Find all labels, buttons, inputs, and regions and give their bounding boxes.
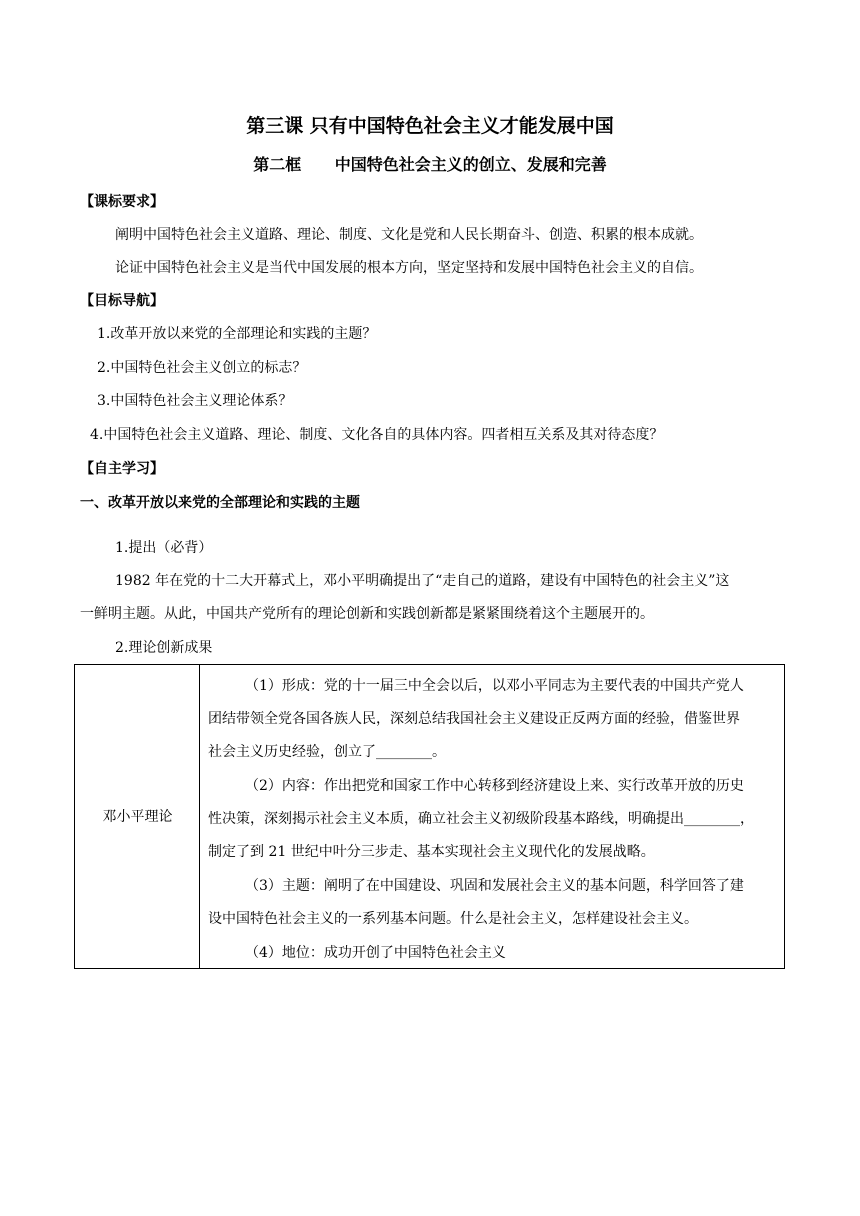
kebiao-line-2: 论证中国特色社会主义是当代中国发展的根本方向，坚定坚持和发展中国特色社会主义的自信。 xyxy=(115,260,703,276)
kebiao-heading: 【课标要求】 xyxy=(80,194,164,210)
kebiao-line-1: 阐明中国特色社会主义道路、理论、制度、文化是党和人民长期奋斗、创造、积累的根本成就。 xyxy=(115,227,703,243)
zizhu-heading: 【自主学习】 xyxy=(80,461,164,477)
table-line-3: 社会主义历史经验，创立了________。 xyxy=(208,744,446,760)
table-line-4: （2）内容：作出把党和国家工作中心转移到经济建设上来、实行改革开放的历史 xyxy=(245,778,744,794)
mubiao-item-2: 2.中国特色社会主义创立的标志？ xyxy=(97,360,307,376)
lesson-title: 第三课 只有中国特色社会主义才能发展中国 xyxy=(246,115,614,137)
table-line-2: 团结带领全党各国各族人民，深刻总结我国社会主义建设正反两方面的经验，借鉴世界 xyxy=(208,711,740,727)
table-line-6: 制定了到 21 世纪中叶分三步走、基本实现社会主义现代化的发展战略。 xyxy=(208,844,655,860)
mubiao-heading: 【目标导航】 xyxy=(80,293,164,309)
table-line-9: （4）地位：成功开创了中国特色社会主义 xyxy=(245,945,506,961)
table-line-8: 设中国特色社会主义的一系列基本问题。什么是社会主义，怎样建设社会主义。 xyxy=(208,911,698,927)
table-line-1: （1）形成：党的十一届三中全会以后，以邓小平同志为主要代表的中国共产党人 xyxy=(245,678,744,694)
mubiao-item-4: 4.中国特色社会主义道路、理论、制度、文化各自的具体内容。四者相互关系及其对待态度？ xyxy=(90,427,664,443)
item1-line-2: 一鲜明主题。从此，中国共产党所有的理论创新和实践创新都是紧紧围绕着这个主题展开的。 xyxy=(80,606,654,622)
table-row-label: 邓小平理论 xyxy=(102,809,173,825)
mubiao-item-3: 3.中国特色社会主义理论体系？ xyxy=(97,393,293,409)
item2-label: 2.理论创新成果 xyxy=(115,640,213,656)
section-subtitle: 第二框 中国特色社会主义的创立、发展和完善 xyxy=(253,155,607,174)
item1-line-1: 1982 年在党的十二大开幕式上，邓小平明确提出了“走自己的道路，建设有中国特色的社会主义”这 xyxy=(115,573,730,589)
item1-label: 1.提出（必背） xyxy=(115,540,213,556)
part1-heading: 一、改革开放以来党的全部理论和实践的主题 xyxy=(80,495,360,511)
mubiao-item-1: 1.改革开放以来党的全部理论和实践的主题？ xyxy=(97,326,377,342)
table-label-cell xyxy=(75,665,200,968)
table-line-5: 性决策，深刻揭示社会主义本质，确立社会主义初级阶段基本路线，明确提出________， xyxy=(208,811,754,827)
table-line-7: （3）主题：阐明了在中国建设、巩固和发展社会主义的基本问题，科学回答了建 xyxy=(245,878,744,894)
theory-table xyxy=(74,664,785,969)
